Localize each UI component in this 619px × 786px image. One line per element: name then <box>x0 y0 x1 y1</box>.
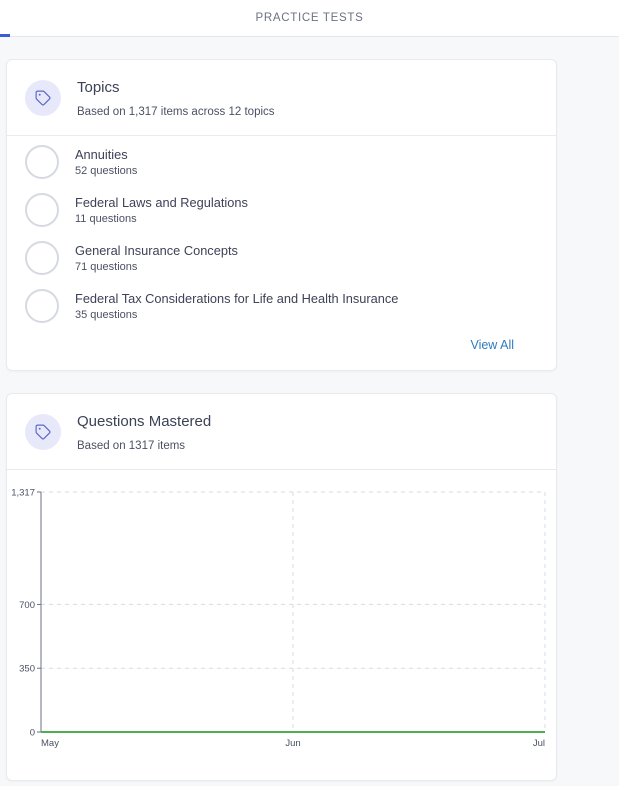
list-item[interactable] <box>7 138 556 186</box>
topic-name: Federal Laws and Regulations <box>75 194 248 210</box>
chart-y-tick-label: 350 <box>19 663 35 675</box>
tag-icon <box>25 80 61 116</box>
chart-y-tick-label: 700 <box>19 599 35 611</box>
topic-radio-icon[interactable] <box>25 193 59 227</box>
questions-mastered-header <box>7 394 556 470</box>
topic-count: 71 questions <box>75 260 138 273</box>
questions-mastered-chart <box>7 470 556 780</box>
chart-x-tick-label: May <box>41 738 59 749</box>
topics-card <box>6 59 557 371</box>
topic-radio-icon[interactable] <box>25 289 59 323</box>
chart-x-tick-label: Jul <box>532 738 545 749</box>
questions-mastered-title: Questions Mastered <box>77 413 212 430</box>
tag-icon <box>25 414 61 450</box>
page-title: PRACTICE TESTS <box>255 12 364 24</box>
chart-y-tick-label: 0 <box>29 727 35 739</box>
topic-name: Annuities <box>75 146 128 162</box>
topic-count: 35 questions <box>75 308 138 321</box>
topics-title: Topics <box>77 79 120 96</box>
topic-name: General Insurance Concepts <box>75 242 238 258</box>
topics-card-header <box>7 60 556 136</box>
topic-count: 52 questions <box>75 164 138 177</box>
list-item[interactable] <box>7 282 556 330</box>
active-tab-indicator <box>0 34 10 37</box>
chart-svg <box>7 480 557 780</box>
topic-name: Federal Tax Considerations for Life and Health Insurance <box>75 290 399 306</box>
top-bar <box>0 0 619 37</box>
questions-mastered-subtitle: Based on 1317 items <box>77 440 186 452</box>
topic-count: 11 questions <box>75 212 137 225</box>
chart-x-tick-label: Jun <box>285 738 301 749</box>
questions-mastered-card <box>6 393 557 781</box>
topics-subtitle: Based on 1,317 items across 12 topics <box>77 106 275 118</box>
topic-radio-icon[interactable] <box>25 145 59 179</box>
chart-y-tick-label: 1,317 <box>11 487 35 499</box>
topics-list <box>7 136 556 330</box>
topic-radio-icon[interactable] <box>25 241 59 275</box>
list-item[interactable] <box>7 186 556 234</box>
view-all-button[interactable]: View All <box>470 338 514 352</box>
list-item[interactable] <box>7 234 556 282</box>
topics-card-footer <box>7 330 556 370</box>
